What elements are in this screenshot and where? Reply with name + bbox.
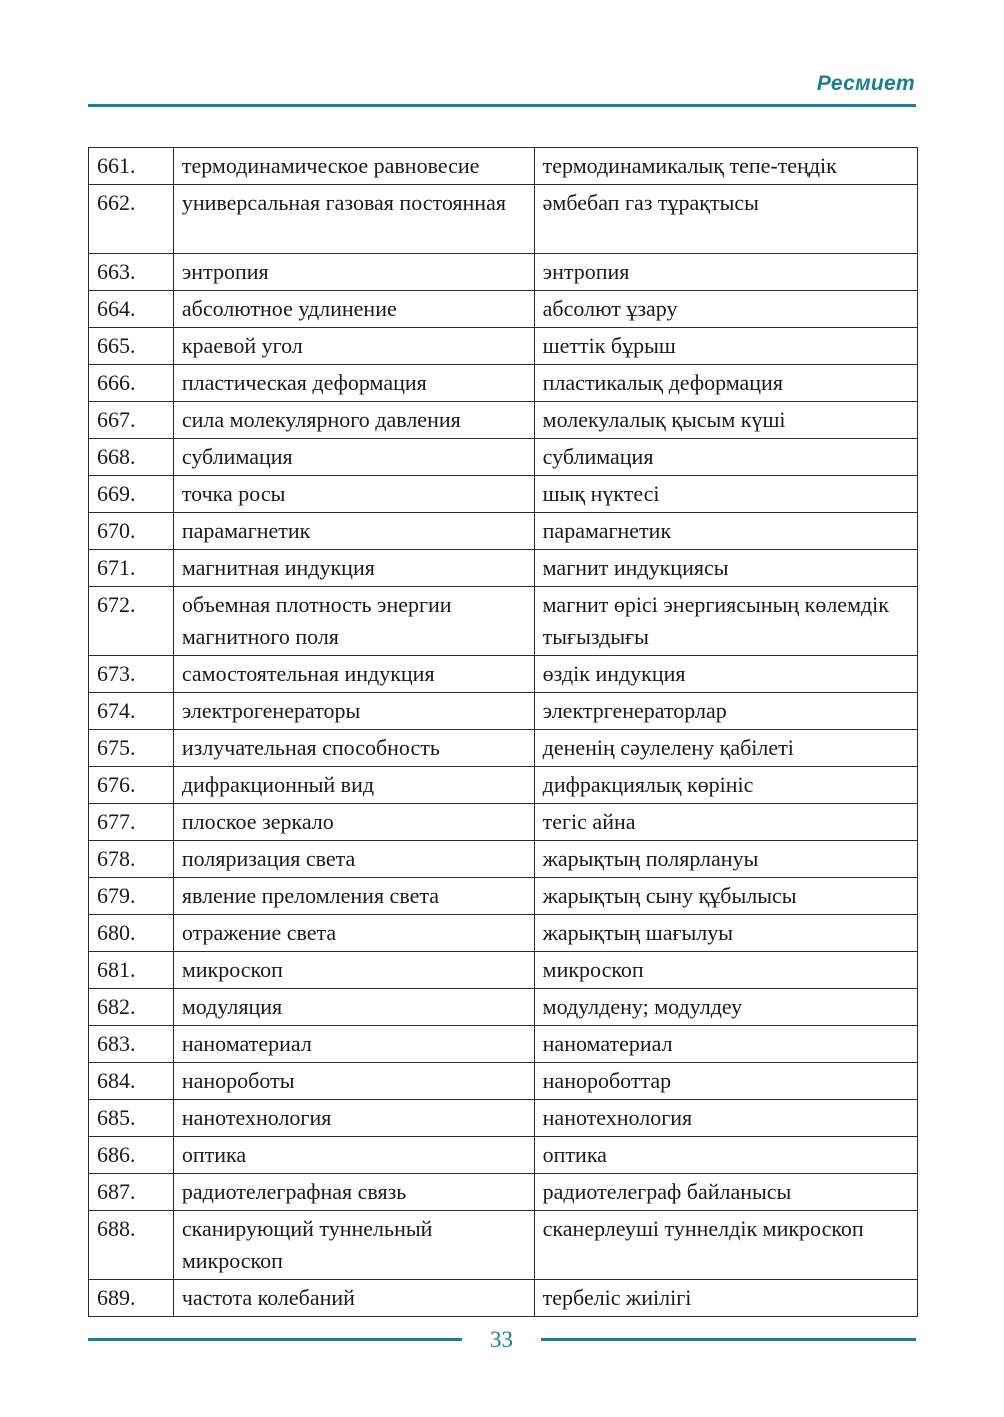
term-number: 689. [89, 1280, 174, 1317]
term-number: 678. [89, 841, 174, 878]
term-number: 684. [89, 1063, 174, 1100]
table-row [89, 1137, 918, 1174]
term-kazakh: жарықтың полярлануы [534, 841, 917, 878]
term-number: 672. [89, 587, 174, 656]
term-kazakh: шеттік бұрыш [534, 328, 917, 365]
term-russian: частота колебаний [173, 1280, 534, 1317]
table-row [89, 148, 918, 185]
term-number: 686. [89, 1137, 174, 1174]
term-kazakh: наноматериал [534, 1026, 917, 1063]
term-russian: отражение света [173, 915, 534, 952]
table-row [89, 1211, 918, 1280]
term-kazakh: оптика [534, 1137, 917, 1174]
term-russian: плоское зеркало [173, 804, 534, 841]
term-kazakh: парамагнетик [534, 513, 917, 550]
term-kazakh: микроскоп [534, 952, 917, 989]
table-row [89, 587, 918, 656]
term-kazakh: молекулалық қысым күші [534, 402, 917, 439]
term-russian: термодинамическое равновесие [173, 148, 534, 185]
term-russian: оптика [173, 1137, 534, 1174]
table-row [89, 291, 918, 328]
table-row [89, 254, 918, 291]
term-number: 670. [89, 513, 174, 550]
table-row [89, 1100, 918, 1137]
page-number: 33 [490, 1327, 513, 1352]
term-number: 662. [89, 185, 174, 254]
table-row [89, 989, 918, 1026]
term-number: 685. [89, 1100, 174, 1137]
term-kazakh: абсолют ұзару [534, 291, 917, 328]
table-row [89, 328, 918, 365]
term-russian: самостоятельная индукция [173, 656, 534, 693]
table-row [89, 439, 918, 476]
term-russian: краевой угол [173, 328, 534, 365]
term-kazakh: радиотелеграф байланысы [534, 1174, 917, 1211]
term-russian: электрогенераторы [173, 693, 534, 730]
term-kazakh: жарықтың шағылуы [534, 915, 917, 952]
table-row [89, 767, 918, 804]
table-row [89, 1063, 918, 1100]
table-row [89, 513, 918, 550]
term-number: 674. [89, 693, 174, 730]
table-row [89, 1174, 918, 1211]
term-russian: наноматериал [173, 1026, 534, 1063]
term-russian: магнитная индукция [173, 550, 534, 587]
term-kazakh: сканерлеуші туннелдік микроскоп [534, 1211, 917, 1280]
term-number: 677. [89, 804, 174, 841]
term-russian: сканирующий туннельный микроскоп [173, 1211, 534, 1280]
term-kazakh: электргенераторлар [534, 693, 917, 730]
term-number: 667. [89, 402, 174, 439]
table-row [89, 915, 918, 952]
term-kazakh: нанотехнология [534, 1100, 917, 1137]
term-kazakh: пластикалық деформация [534, 365, 917, 402]
term-number: 675. [89, 730, 174, 767]
term-russian: универсальная газовая постоянная [173, 185, 534, 254]
term-number: 681. [89, 952, 174, 989]
table-row [89, 550, 918, 587]
glossary-body [89, 148, 918, 1317]
term-russian: нанороботы [173, 1063, 534, 1100]
table-row [89, 185, 918, 254]
term-number: 687. [89, 1174, 174, 1211]
term-russian: пластическая деформация [173, 365, 534, 402]
term-number: 682. [89, 989, 174, 1026]
term-russian: излучательная способность [173, 730, 534, 767]
table-row [89, 365, 918, 402]
table-row [89, 1280, 918, 1317]
table-row [89, 730, 918, 767]
term-kazakh: жарықтың сыну құбылысы [534, 878, 917, 915]
table-row [89, 1026, 918, 1063]
term-kazakh: сублимация [534, 439, 917, 476]
term-russian: сила молекулярного давления [173, 402, 534, 439]
term-kazakh: магнит өрісі энергиясының көлемдік тығыздығы [534, 587, 917, 656]
term-number: 663. [89, 254, 174, 291]
table-row [89, 841, 918, 878]
term-russian: нанотехнология [173, 1100, 534, 1137]
term-kazakh: тербеліс жиілігі [534, 1280, 917, 1317]
term-russian: модуляция [173, 989, 534, 1026]
glossary-table [88, 147, 918, 1317]
term-kazakh: термодинамикалық тепе-теңдік [534, 148, 917, 185]
footer-divider-left [88, 1338, 462, 1341]
term-kazakh: әмбебап газ тұрақтысы [534, 185, 917, 254]
term-kazakh: энтропия [534, 254, 917, 291]
term-number: 673. [89, 656, 174, 693]
term-russian: объемная плотность энергии магнитного поля [173, 587, 534, 656]
term-number: 664. [89, 291, 174, 328]
term-number: 683. [89, 1026, 174, 1063]
table-row [89, 656, 918, 693]
term-kazakh: өздік индукция [534, 656, 917, 693]
term-kazakh: дененің сәулелену қабілеті [534, 730, 917, 767]
term-number: 676. [89, 767, 174, 804]
term-number: 668. [89, 439, 174, 476]
term-russian: точка росы [173, 476, 534, 513]
term-russian: сублимация [173, 439, 534, 476]
term-number: 669. [89, 476, 174, 513]
table-row [89, 952, 918, 989]
header-divider [88, 104, 916, 107]
table-row [89, 878, 918, 915]
table-row [89, 402, 918, 439]
term-russian: радиотелеграфная связь [173, 1174, 534, 1211]
term-kazakh: нанороботтар [534, 1063, 917, 1100]
term-number: 666. [89, 365, 174, 402]
term-number: 688. [89, 1211, 174, 1280]
table-row [89, 693, 918, 730]
term-kazakh: дифракциялық көрініс [534, 767, 917, 804]
term-russian: микроскоп [173, 952, 534, 989]
table-row [89, 804, 918, 841]
term-russian: явление преломления света [173, 878, 534, 915]
term-number: 671. [89, 550, 174, 587]
term-kazakh: тегіс айна [534, 804, 917, 841]
term-russian: абсолютное удлинение [173, 291, 534, 328]
footer-divider-right [541, 1338, 916, 1341]
term-number: 680. [89, 915, 174, 952]
section-title: Ресмиет [816, 72, 915, 95]
term-kazakh: магнит индукциясы [534, 550, 917, 587]
term-russian: дифракционный вид [173, 767, 534, 804]
term-kazakh: модулдену; модулдеу [534, 989, 917, 1026]
term-russian: парамагнетик [173, 513, 534, 550]
table-row [89, 476, 918, 513]
term-kazakh: шық нүктесі [534, 476, 917, 513]
term-russian: энтропия [173, 254, 534, 291]
term-number: 679. [89, 878, 174, 915]
term-number: 661. [89, 148, 174, 185]
term-russian: поляризация света [173, 841, 534, 878]
term-number: 665. [89, 328, 174, 365]
